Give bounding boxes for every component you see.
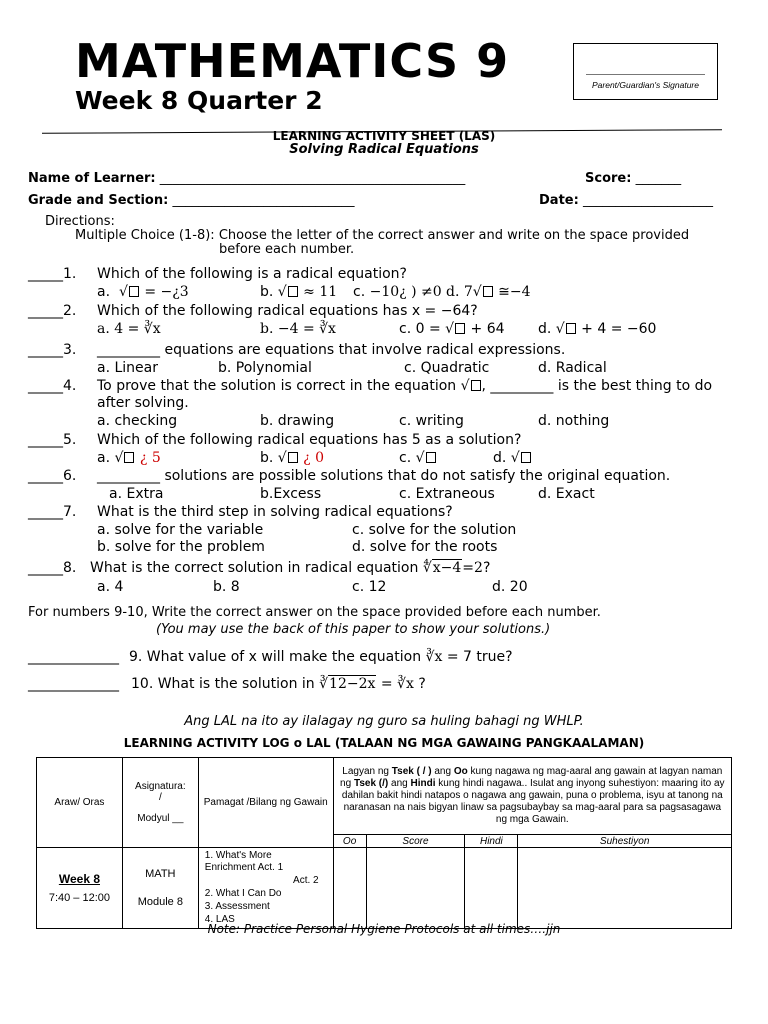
q8-end: ? xyxy=(482,560,491,576)
q8-option-b[interactable]: b. 8 xyxy=(213,579,240,595)
signature-line xyxy=(586,74,705,75)
instr-hindi: Hindi xyxy=(410,778,436,789)
row-suhestiyon-cell[interactable] xyxy=(518,848,732,929)
score-line: _______ xyxy=(635,171,682,186)
q1-blank[interactable]: _____1. xyxy=(28,266,77,282)
row-module: Module 8 xyxy=(137,896,183,908)
q3-option-b[interactable]: b. Polynomial xyxy=(218,360,312,376)
q2-option-a[interactable]: a. 4 = ∛x xyxy=(97,321,161,337)
q5-option-b[interactable]: b. √ ¿ 0 xyxy=(260,450,325,466)
q4-option-d[interactable]: d. nothing xyxy=(538,413,610,429)
activity-item: 2. What I Can Do xyxy=(204,888,282,899)
q1-option-b[interactable]: b. √ ≈ 11 xyxy=(260,284,338,300)
col-subject-header xyxy=(122,758,198,848)
row-hindi-cell[interactable] xyxy=(465,848,518,929)
q1-d-pre: d. 7 xyxy=(446,284,473,300)
date-label: Date: xyxy=(539,193,579,208)
q8-blank[interactable]: _____8. xyxy=(28,560,77,576)
sub-suhestiyon-header: Suhestiyon xyxy=(518,835,732,848)
part2-instruction: For numbers 9-10, Write the correct answer on the space provided before each number. xyxy=(28,605,601,620)
instr-part3: kung nagawa ng mag-aaral ang gawain at lagyan naman ng xyxy=(340,766,723,789)
q9-text xyxy=(129,649,513,665)
q5-option-c[interactable]: c. √ xyxy=(399,450,437,466)
q2-c-post: + 64 xyxy=(470,321,505,337)
activity-item: 1. What's More xyxy=(204,849,272,861)
q4-option-b[interactable]: b. drawing xyxy=(260,413,335,429)
q7-option-b[interactable]: b. solve for the problem xyxy=(97,539,265,555)
q6-option-a[interactable]: a. Extra xyxy=(109,486,164,502)
grade-field[interactable] xyxy=(28,193,354,208)
date-field[interactable] xyxy=(539,193,713,208)
q4-option-c[interactable]: c. writing xyxy=(399,413,464,429)
q1-b-text: ≈ 11 xyxy=(303,284,338,300)
q7-option-c[interactable]: c. solve for the solution xyxy=(352,522,517,538)
q2-blank[interactable]: _____2. xyxy=(28,303,77,319)
instr-tsek: Tsek ( / ) xyxy=(391,766,432,777)
q2-text: Which of the following radical equations has x = −64? xyxy=(97,303,478,319)
q9-text-main: 9. What value of x will make the equation xyxy=(129,649,422,665)
q1-option-a[interactable]: a. √ = −¿3 xyxy=(97,284,189,300)
footer-note: Note: Practice Personal Hygiene Protocols at all times….jjn xyxy=(207,922,561,936)
col-title-header: Pamagat /Bilang ng Gawain xyxy=(198,758,333,848)
q3-option-d[interactable]: d. Radical xyxy=(538,360,607,376)
name-line: _______________________________________________ xyxy=(159,171,466,186)
q5-blank[interactable]: _____5. xyxy=(28,432,77,448)
q7-option-a[interactable]: a. solve for the variable xyxy=(97,522,264,538)
q10-text xyxy=(131,676,426,692)
q9-equation: ∛x xyxy=(425,649,443,665)
q3-text: _________ equations are equations that involve radical expressions. xyxy=(97,342,566,358)
q7-text: What is the third step in solving radical equations? xyxy=(97,504,453,520)
q5-b-pre: b. xyxy=(260,450,274,466)
q1-option-c[interactable]: c. −10¿ ) ≠0 xyxy=(353,284,442,300)
activity-item: Enrichment Act. 1 xyxy=(204,862,284,874)
col-subject-line1: Asignatura: xyxy=(135,781,186,792)
part2-note: (You may use the back of this paper to show your solutions.) xyxy=(156,622,551,637)
instr-part5: kung hindi nagawa.. Isulat ang inyong suhestiyon: maaring ito ay dahilan bakit hindi natapos o nagawa ang gawain, puna o problema, isyu at tanong na naranasan na nais bigyan linaw sa pagsubaybay sa mag-aaral para sa pagsasagawa ng mga Gawain. xyxy=(341,778,725,825)
lal-note: Ang LAL na ito ay ilalagay ng guro sa huling bahagi ng WHLP. xyxy=(184,714,584,729)
q8-text-main: What is the correct solution in radical equation xyxy=(90,560,419,576)
date-line: ____________________ xyxy=(582,193,713,208)
q6-option-d[interactable]: d. Exact xyxy=(538,486,595,502)
activity-item: Act. 2 xyxy=(293,875,319,887)
row-subject-cell xyxy=(122,848,198,929)
q3-option-a[interactable]: a. Linear xyxy=(97,360,158,376)
name-field[interactable] xyxy=(28,171,465,186)
page-subtitle: Week 8 Quarter 2 xyxy=(75,86,323,115)
q1-d-post: ≅−4 xyxy=(498,284,531,300)
lal-title: LEARNING ACTIVITY LOG o LAL (TALAAN NG MGA GAWAING PANGKAALAMAN) xyxy=(123,736,645,750)
q3-option-c[interactable]: c. Quadratic xyxy=(404,360,490,376)
q5-a-pre: a. xyxy=(97,450,111,466)
score-label: Score: xyxy=(585,171,632,186)
las-label: LEARNING ACTIVITY SHEET (LAS) xyxy=(272,129,496,143)
row-date-cell xyxy=(37,848,123,929)
q2-d-post: + 4 = −60 xyxy=(581,321,657,337)
q7-option-d[interactable]: d. solve for the roots xyxy=(352,539,498,555)
q6-text: _________ solutions are possible solutions that do not satisfy the original equation. xyxy=(97,468,671,484)
q8-option-a[interactable]: a. 4 xyxy=(97,579,124,595)
q2-c-pre: c. 0 = xyxy=(399,321,441,337)
row-activities-cell xyxy=(198,848,333,929)
q4-text-post: , _________ is the best thing to do xyxy=(481,378,713,394)
q4-text: To prove that the solution is correct in the equation √ , _________ is the best thing to do xyxy=(97,378,713,394)
signature-label: Parent/Guardian's Signature xyxy=(592,80,699,90)
q4-text-pre: To prove that the solution is correct in the equation xyxy=(97,378,457,394)
page-title: MATHEMATICS 9 xyxy=(75,34,510,88)
q10-blank[interactable]: _____________ xyxy=(28,676,119,692)
q6-blank[interactable]: _____6. xyxy=(28,468,77,484)
q2-option-c[interactable]: c. 0 = √ + 64 xyxy=(399,321,505,337)
q2-d-pre: d. xyxy=(538,321,552,337)
sub-hindi-header: Hindi xyxy=(465,835,518,848)
q8-text xyxy=(90,560,490,576)
q4-blank[interactable]: _____4. xyxy=(28,378,77,394)
q1-option-d[interactable]: d. 7√ ≅−4 xyxy=(446,284,531,300)
q10-radicand: 12−2x xyxy=(329,676,376,692)
q8-radicand: x−4 xyxy=(432,560,462,576)
q1-a-text: = −¿3 xyxy=(144,284,189,300)
grade-label: Grade and Section: xyxy=(28,193,169,208)
q5-a-post: ¿ 5 xyxy=(139,450,161,466)
signature-box[interactable] xyxy=(573,43,718,100)
row-subject: MATH xyxy=(145,868,176,880)
q10-text-main: 10. What is the solution in xyxy=(131,676,315,692)
col-date-header: Araw/ Oras xyxy=(37,758,123,848)
directions-label: Directions: xyxy=(45,214,115,229)
q4-text-cont: after solving. xyxy=(97,395,189,411)
q9-blank[interactable]: _____________ xyxy=(28,649,119,665)
col-subject-line2: / xyxy=(158,792,162,803)
q5-option-a[interactable]: a. √ ¿ 5 xyxy=(97,450,161,466)
instr-tsek2: Tsek (/) xyxy=(353,778,389,789)
q2-option-b[interactable]: b. −4 = ∛x xyxy=(260,321,336,337)
row-time: 7:40 – 12:00 xyxy=(48,892,111,904)
activity-item: 3. Assessment xyxy=(204,900,270,912)
name-label: Name of Learner: xyxy=(28,171,156,186)
instr-oo: Oo xyxy=(453,766,468,777)
directions-line1: Multiple Choice (1-8): Choose the letter of the correct answer and write on the space provided xyxy=(75,228,690,243)
instr-part1: Lagyan ng xyxy=(342,766,389,777)
q4-option-a[interactable]: a. checking xyxy=(97,413,178,429)
q5-d-text: d. xyxy=(493,450,507,466)
q9-end: = 7 true? xyxy=(446,649,513,665)
q6-option-b[interactable]: b.Excess xyxy=(260,486,322,502)
topic-title: Solving Radical Equations xyxy=(289,142,479,157)
q5-option-d[interactable]: d. √ xyxy=(493,450,532,466)
row-oo-cell[interactable] xyxy=(333,848,366,929)
q7-blank[interactable]: _____7. xyxy=(28,504,77,520)
sub-oo-header: Oo xyxy=(333,835,366,848)
q5-text: Which of the following radical equations has 5 as a solution? xyxy=(97,432,522,448)
q10-equation: ∛12−2x = ∛x xyxy=(319,676,414,692)
col-subject-line3: Modyul __ xyxy=(137,813,184,824)
q1-text: Which of the following is a radical equation? xyxy=(97,266,407,282)
learning-activity-log-table xyxy=(36,757,732,929)
q5-c-text: c. xyxy=(399,450,412,466)
q6-option-c[interactable]: c. Extraneous xyxy=(399,486,495,502)
instr-part4: ang xyxy=(391,778,408,789)
q10-rhs: ∛x xyxy=(397,676,414,692)
directions-line2: before each number. xyxy=(219,242,355,257)
activity-item: 4. LAS xyxy=(204,913,235,925)
score-field[interactable] xyxy=(585,171,681,186)
row-week: Week 8 xyxy=(58,872,100,886)
q8-option-c[interactable]: c. 12 xyxy=(352,579,387,595)
instr-part2: ang xyxy=(434,766,452,777)
q10-end: ? xyxy=(418,676,426,692)
q8-eq-rest: =2 xyxy=(462,560,483,576)
q2-option-d[interactable]: d. √ + 4 = −60 xyxy=(538,321,657,337)
q8-equation: ∜x−4=2 xyxy=(422,560,483,576)
row-score-cell[interactable] xyxy=(366,848,465,929)
q5-b-post: ¿ 0 xyxy=(303,450,325,466)
grade-line: ____________________________ xyxy=(172,193,355,208)
q1-c-text: −10¿ ) ≠0 xyxy=(369,284,442,300)
q8-option-d[interactable]: d. 20 xyxy=(492,579,528,595)
q3-blank[interactable]: _____3. xyxy=(28,342,77,358)
sub-score-header: Score xyxy=(366,835,465,848)
instruction-cell xyxy=(333,758,731,835)
